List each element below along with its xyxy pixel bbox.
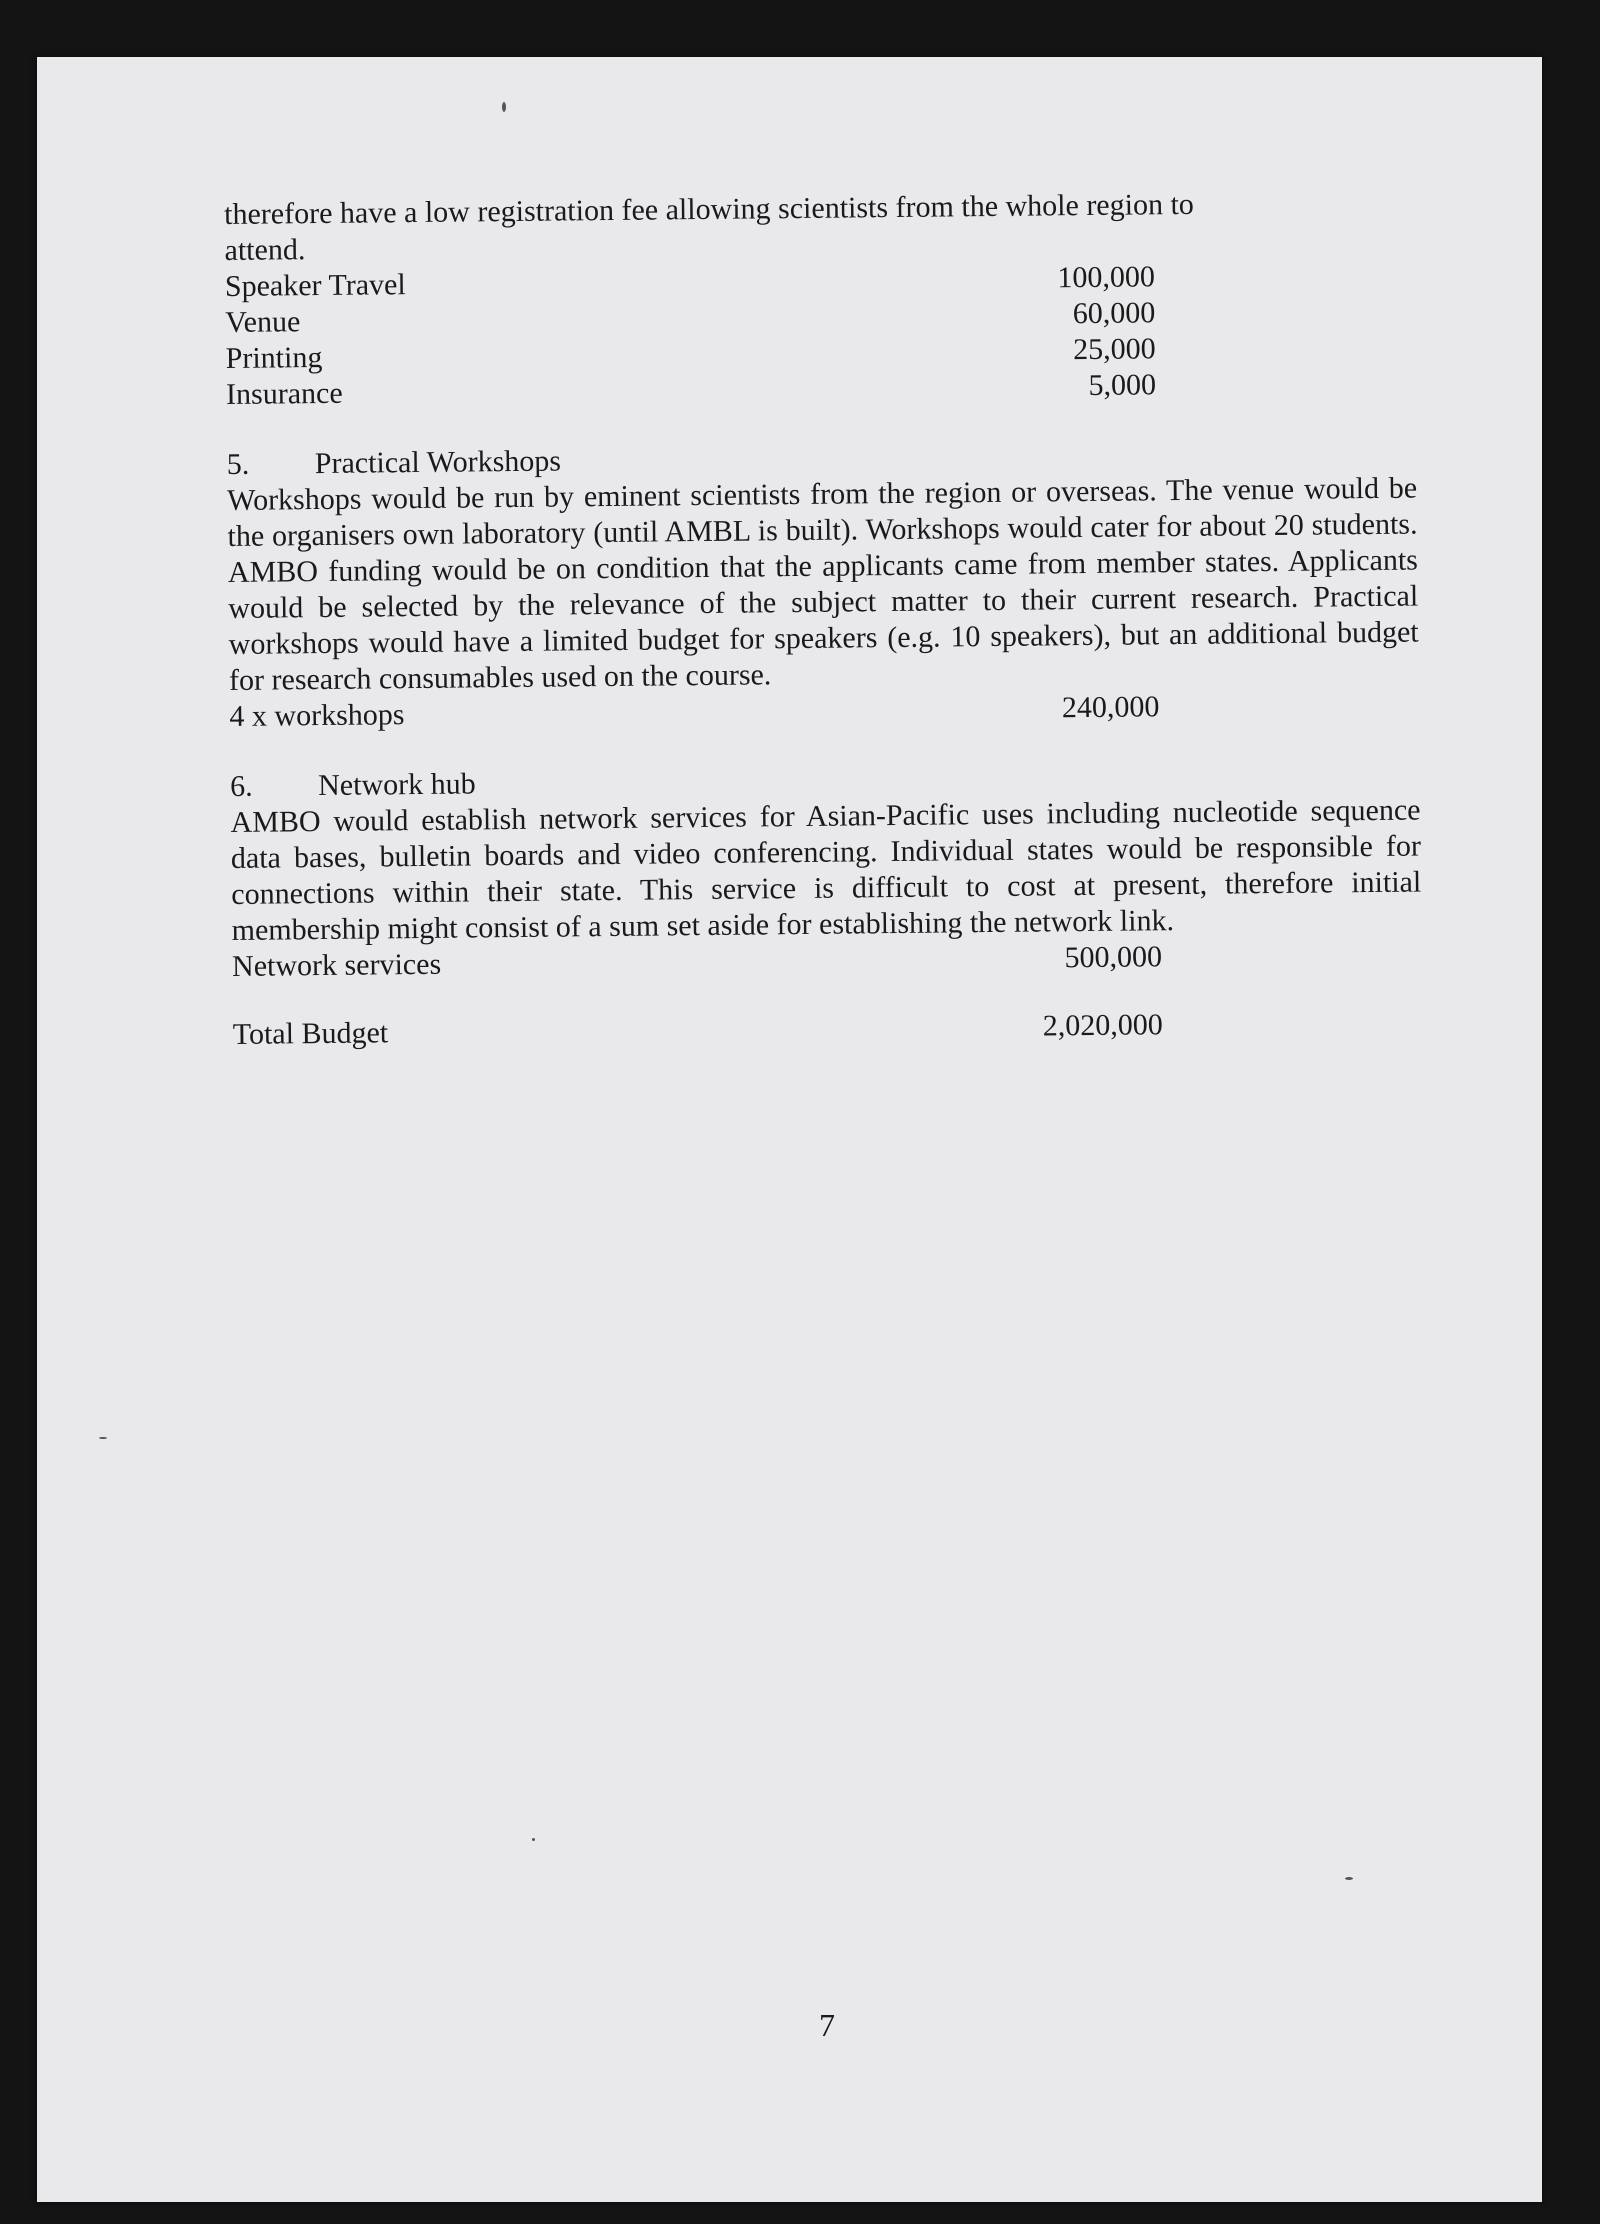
section-title: Network hub <box>317 767 476 803</box>
budget-label: Printing <box>225 340 323 375</box>
intro-line-2: attend. <box>224 233 306 267</box>
document-page <box>37 57 1542 2202</box>
budget-label: Speaker Travel <box>224 268 406 303</box>
section-number: 6. <box>230 769 253 803</box>
budget-label: 4 x workshops <box>229 698 405 733</box>
budget-amount: 25,000 <box>1072 332 1156 367</box>
section-5-paragraph: Workshops would be run by eminent scientists from the region or overseas. The venue would be the organisers own laboratory (until AMBL is built). Workshops would cater for about 20 students. AMBO funding would be on condition that the applicants came from member states. Applicants would be selected by the relevance of the subject matter to their current research. Practical workshops would have a limited budget for speakers (e.g. 10 speakers), but an additional budget for research consumables used on the course. <box>227 471 1419 697</box>
section-title: Practical Workshops <box>314 444 562 481</box>
budget-amount: 240,000 <box>1061 690 1160 725</box>
section-number: 5. <box>226 447 250 481</box>
total-amount: 2,020,000 <box>1042 1008 1163 1043</box>
paper-speck <box>99 1437 107 1439</box>
budget-label: Venue <box>225 305 301 339</box>
budget-amount: 5,000 <box>1088 368 1157 402</box>
intro-line-1: therefore have a low registration fee allowing scientists from the whole region to <box>224 187 1194 231</box>
budget-amount: 100,000 <box>1057 260 1156 295</box>
section-6-paragraph: AMBO would establish network services for Asian-Pacific uses including nucleotide sequence data bases, bulletin boards and video conferencing. Individual states would be responsible for connections within their state. This service is difficult to cost at present, therefore initial membership might consist of a sum set aside for establishing the network link. <box>230 793 1422 947</box>
budget-label: Insurance <box>225 376 343 411</box>
budget-label: Network services <box>231 947 442 983</box>
document-body <box>224 185 1423 1053</box>
budget-amount: 500,000 <box>1064 940 1163 975</box>
paper-speck <box>1345 1877 1353 1880</box>
total-label: Total Budget <box>232 1016 389 1051</box>
budget-amount: 60,000 <box>1072 296 1156 331</box>
page-number: 7 <box>819 2007 835 2043</box>
paper-speck <box>532 1838 535 1841</box>
paper-speck <box>502 102 506 112</box>
